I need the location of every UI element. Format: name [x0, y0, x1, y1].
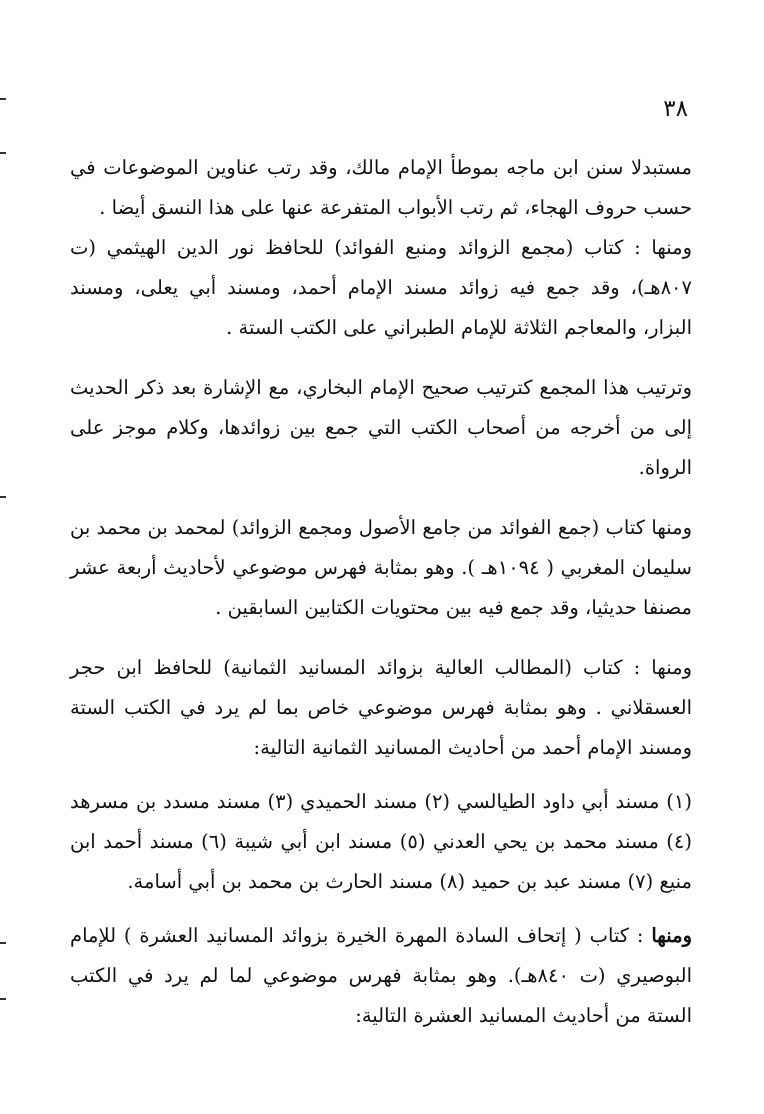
paragraph-1 [70, 148, 692, 228]
scan-margin-mark [0, 152, 6, 154]
paragraph-7-lead: ومنها [651, 924, 692, 947]
paragraph-5-text: ومنها : كتاب (المطالب العالية بزوائد المسانيد الثمانية) للحافظ ابن حجر العسقلاني . وهو بمثابة فهرس موضوعي خاص بما لم يرد في الكتب الستة ومسند الإمام أحمد من أحاديث المسانيد الثمانية التالية: [70, 656, 692, 759]
paragraph-7-text: : كتاب ( إتحاف السادة المهرة الخيرة بزوائد المسانيد العشرة ) للإمام البوصيري (ت ٨٤٠هـ). وهو بمثابة فهرس موضوعي لما لم يرد في الكتب الستة من أحاديث المسانيد العشرة التالية: [70, 924, 692, 1027]
paragraph-1-text: مستبدلا سنن ابن ماجه بموطأ الإمام مالك، وقد رتب عناوين الموضوعات في حسب حروف الهجاء، ثم رتب الأبواب المتفرعة عنها على هذا النسق أيضا . [70, 156, 692, 219]
scan-margin-mark [0, 496, 6, 498]
paragraph-6-text: (١) مسند أبي داود الطيالسي (٢) مسند الحميدي (٣) مسند مسدد بن مسرهد (٤) مسند محمد بن يحي العدني (٥) مسند ابن أبي شيبة (٦) مسند أحمد ابن منيع (٧) مسند عبد بن حميد (٨) مسند الحارث بن محمد بن أبي أسامة. [70, 790, 693, 893]
paragraph-3-text: وترتيب هذا المجمع كترتيب صحيح الإمام البخاري، مع الإشارة بعد ذكر الحديث إلى من أخرجه من أصحاب الكتب التي جمع بين زوائدها، وكلام موجز على الرواة. [70, 376, 692, 479]
scan-margin-mark [0, 98, 6, 100]
paragraph-2 [70, 228, 692, 348]
paragraph-6-musnad-list [70, 782, 692, 902]
scan-margin-mark [0, 942, 6, 944]
paragraph-4 [70, 508, 692, 628]
paragraph-7 [70, 916, 692, 1036]
paragraph-5 [70, 648, 692, 768]
paragraph-2-text: ومنها : كتاب (مجمع الزوائد ومنبع الفوائد) للحافظ نور الدين الهيثمي (ت ٨٠٧هـ)، وقد جمع فيه زوائد مسند الإمام أحمد، ومسند أبي يعلى، ومسند البزار، والمعاجم الثلاثة للإمام الطبراني على الكتب الستة . [70, 236, 692, 339]
page-number: ٣٨ [663, 96, 688, 122]
paragraph-4-text: ومنها كتاب (جمع الفوائد من جامع الأصول ومجمع الزوائد) لمحمد بن محمد بن سليمان المغربي ( ١٠٩٤هـ ). وهو بمثابة فهرس موضوعي لأحاديث أربعة عشر مصنفا حديثيا، وقد جمع فيه بين محتويات الكتابين السابقين . [70, 516, 692, 619]
scan-margin-mark [0, 998, 6, 1000]
paragraph-3 [70, 368, 692, 488]
